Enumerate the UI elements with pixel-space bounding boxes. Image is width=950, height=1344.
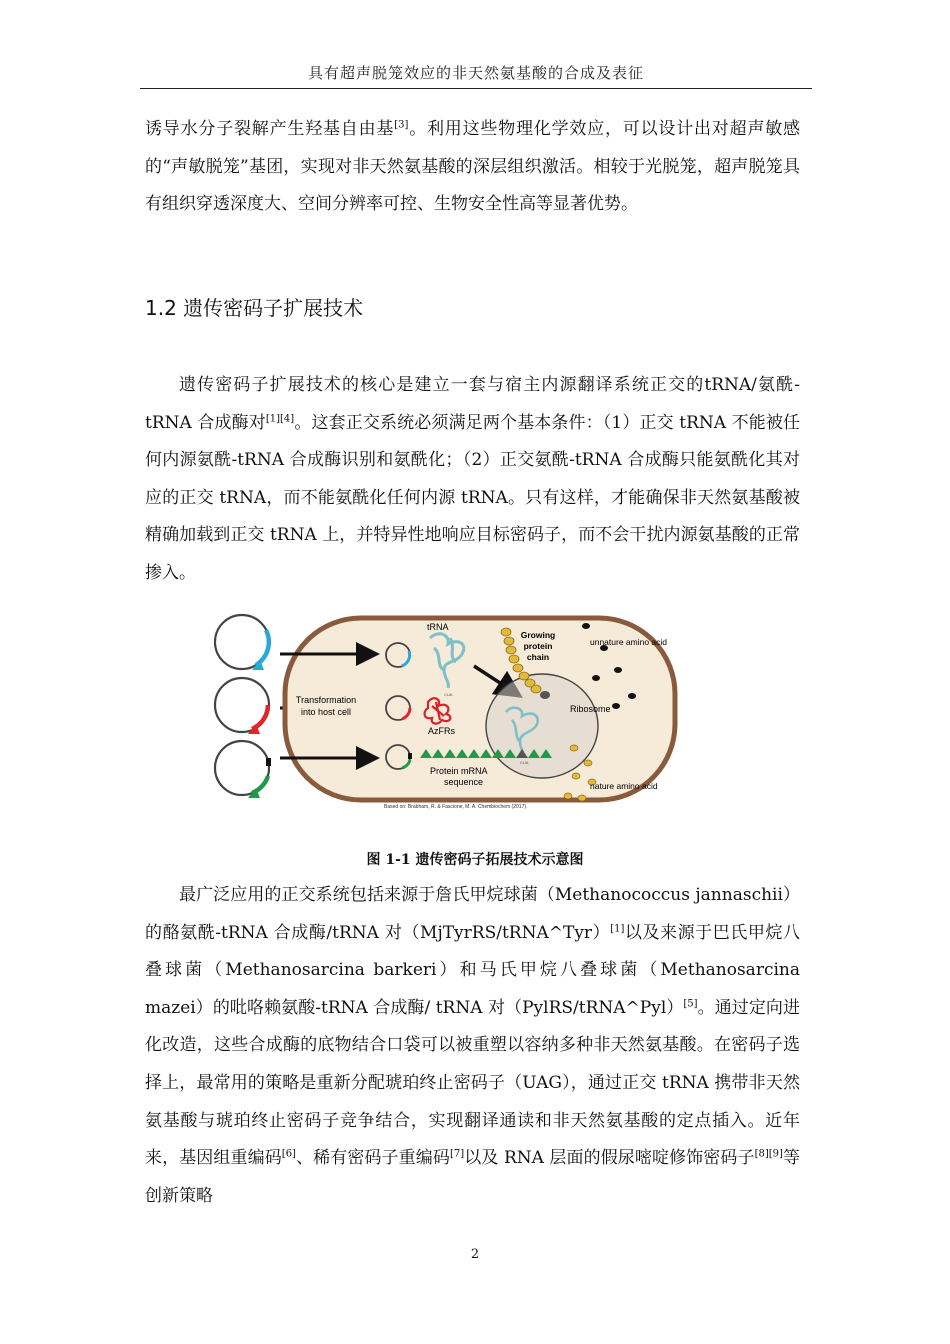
unnatural-residue xyxy=(540,691,550,699)
citation: [7] xyxy=(449,1148,465,1160)
plasmid-blue xyxy=(215,615,269,670)
citation: [8][9] xyxy=(754,1148,783,1160)
paragraph-3-text-a: 最广泛应用的正交系统包括来源于詹氏甲烷球菌（Methanococcus jannaschii）的酪氨酰-tRNA 合成酶/tRNA 对（MjTyrRS/tRNA^Tyr） xyxy=(145,885,800,943)
paragraph-2-text-a: 遗传密码子扩展技术的核心是建立一套与宿主内源翻译系统正交的tRNA/氨酰-tRNA 合成酶对 xyxy=(145,375,800,433)
mrna-label-1: Protein mRNA xyxy=(430,766,488,776)
header-rule xyxy=(140,88,812,89)
plasmid-green xyxy=(215,741,271,798)
paragraph-1-text-b: 。利用这些物理化学效应，可以设计出对超声敏感的“声敏脱笼”基团，实现对非天然氨基酸的深层组织激活。相较于光脱笼，超声脱笼具有组织穿透深度大、空间分辨率可控、生物安全性高等显著优势。 xyxy=(145,119,801,215)
paragraph-1-text-a: 诱导水分子裂解产生羟基自由基 xyxy=(145,119,395,139)
citation: [6] xyxy=(281,1148,296,1160)
paragraph-3 xyxy=(145,877,800,1215)
natural-label: nature amino acid xyxy=(590,781,658,791)
paragraph-2-text-b: 。这套正交系统必须满足两个基本条件：（1）正交 tRNA 不能被任何内源氨酰-tRNA 合成酶识别和氨酰化；（2）正交氨酰-tRNA 合成酶只能氨酰化其对应的正交 tRNA，而不能氨酰化任何内源 tRNA。只有这样，才能确保非天然氨基酸被精确加载到正交 tRNA 上，并特异性地响应目标密码子，而不会干扰内源氨基酸的正常掺入。 xyxy=(145,412,801,583)
transformation-label-1: Transformation xyxy=(295,695,357,705)
trna-label: tRNA xyxy=(427,622,449,632)
figure-genetic-code-expansion xyxy=(212,608,708,816)
growing-label-2: protein xyxy=(523,641,553,651)
figure-caption: 图 1-1 遗传密码子拓展技术示意图 xyxy=(366,852,584,868)
ribosome xyxy=(486,674,598,778)
page-number: 2 xyxy=(470,1247,480,1262)
paragraph-3-text-d: 、稀有密码子重编码 xyxy=(295,1148,450,1169)
ribosome-label: Ribosome xyxy=(570,704,611,714)
cua-label-2: CUA xyxy=(520,760,529,765)
paragraph-2 xyxy=(145,367,800,593)
azfrs-label: AzFRs xyxy=(428,726,455,736)
citation: [3] xyxy=(394,119,409,131)
cua-label-1: CUA xyxy=(444,692,453,697)
growing-label-1: Growing xyxy=(520,630,556,640)
growing-label-3: chain xyxy=(526,652,550,662)
paragraph-1 xyxy=(145,111,800,224)
section-heading: 1.2 遗传密码子扩展技术 xyxy=(145,296,364,320)
mrna-label-2: sequence xyxy=(444,777,484,787)
paragraph-3-text-b: 以及来源于巴氏甲烷八叠球菌（Methanosarcina barkeri）和马氏甲烷八叠球菌（Methanosarcina mazei）的吡咯赖氨酸-tRNA 合成酶/ tRNA 对（PylRS/tRNA^Pyl） xyxy=(145,922,800,1018)
plasmid-red xyxy=(215,678,269,734)
transformation-label-2: into host cell xyxy=(300,707,352,717)
paragraph-3-text-e: 以及 RNA 层面的假尿嘧啶修饰密码子 xyxy=(464,1148,755,1169)
paragraph-3-text-f: 等创新策略 xyxy=(145,1148,801,1206)
citation: [1] xyxy=(610,922,625,934)
running-header: 具有超声脱笼效应的非天然氨基酸的合成及表征 xyxy=(307,64,644,82)
figure-diagram xyxy=(212,608,708,816)
citation: [5] xyxy=(683,998,698,1010)
figure-credit: Based on: Brabham, R. & Fascione, M. A. Chembiochem (2017). xyxy=(384,804,528,810)
unnatural-label: unnature amino acid xyxy=(590,637,668,647)
paragraph-3-text-c: 。通过定向进化改造，这些合成酶的底物结合口袋可以被重塑以容纳多种非天然氨基酸。在密码子选择上，最常用的策略是重新分配琥珀终止密码子（UAG），通过正交 tRNA 携带非天然氨基酸与琥珀终止密码子竞争结合，实现翻译通读和非天然氨基酸的定点插入。近年来，基因组重编码 xyxy=(145,997,801,1169)
citation: [1][4] xyxy=(265,412,295,424)
